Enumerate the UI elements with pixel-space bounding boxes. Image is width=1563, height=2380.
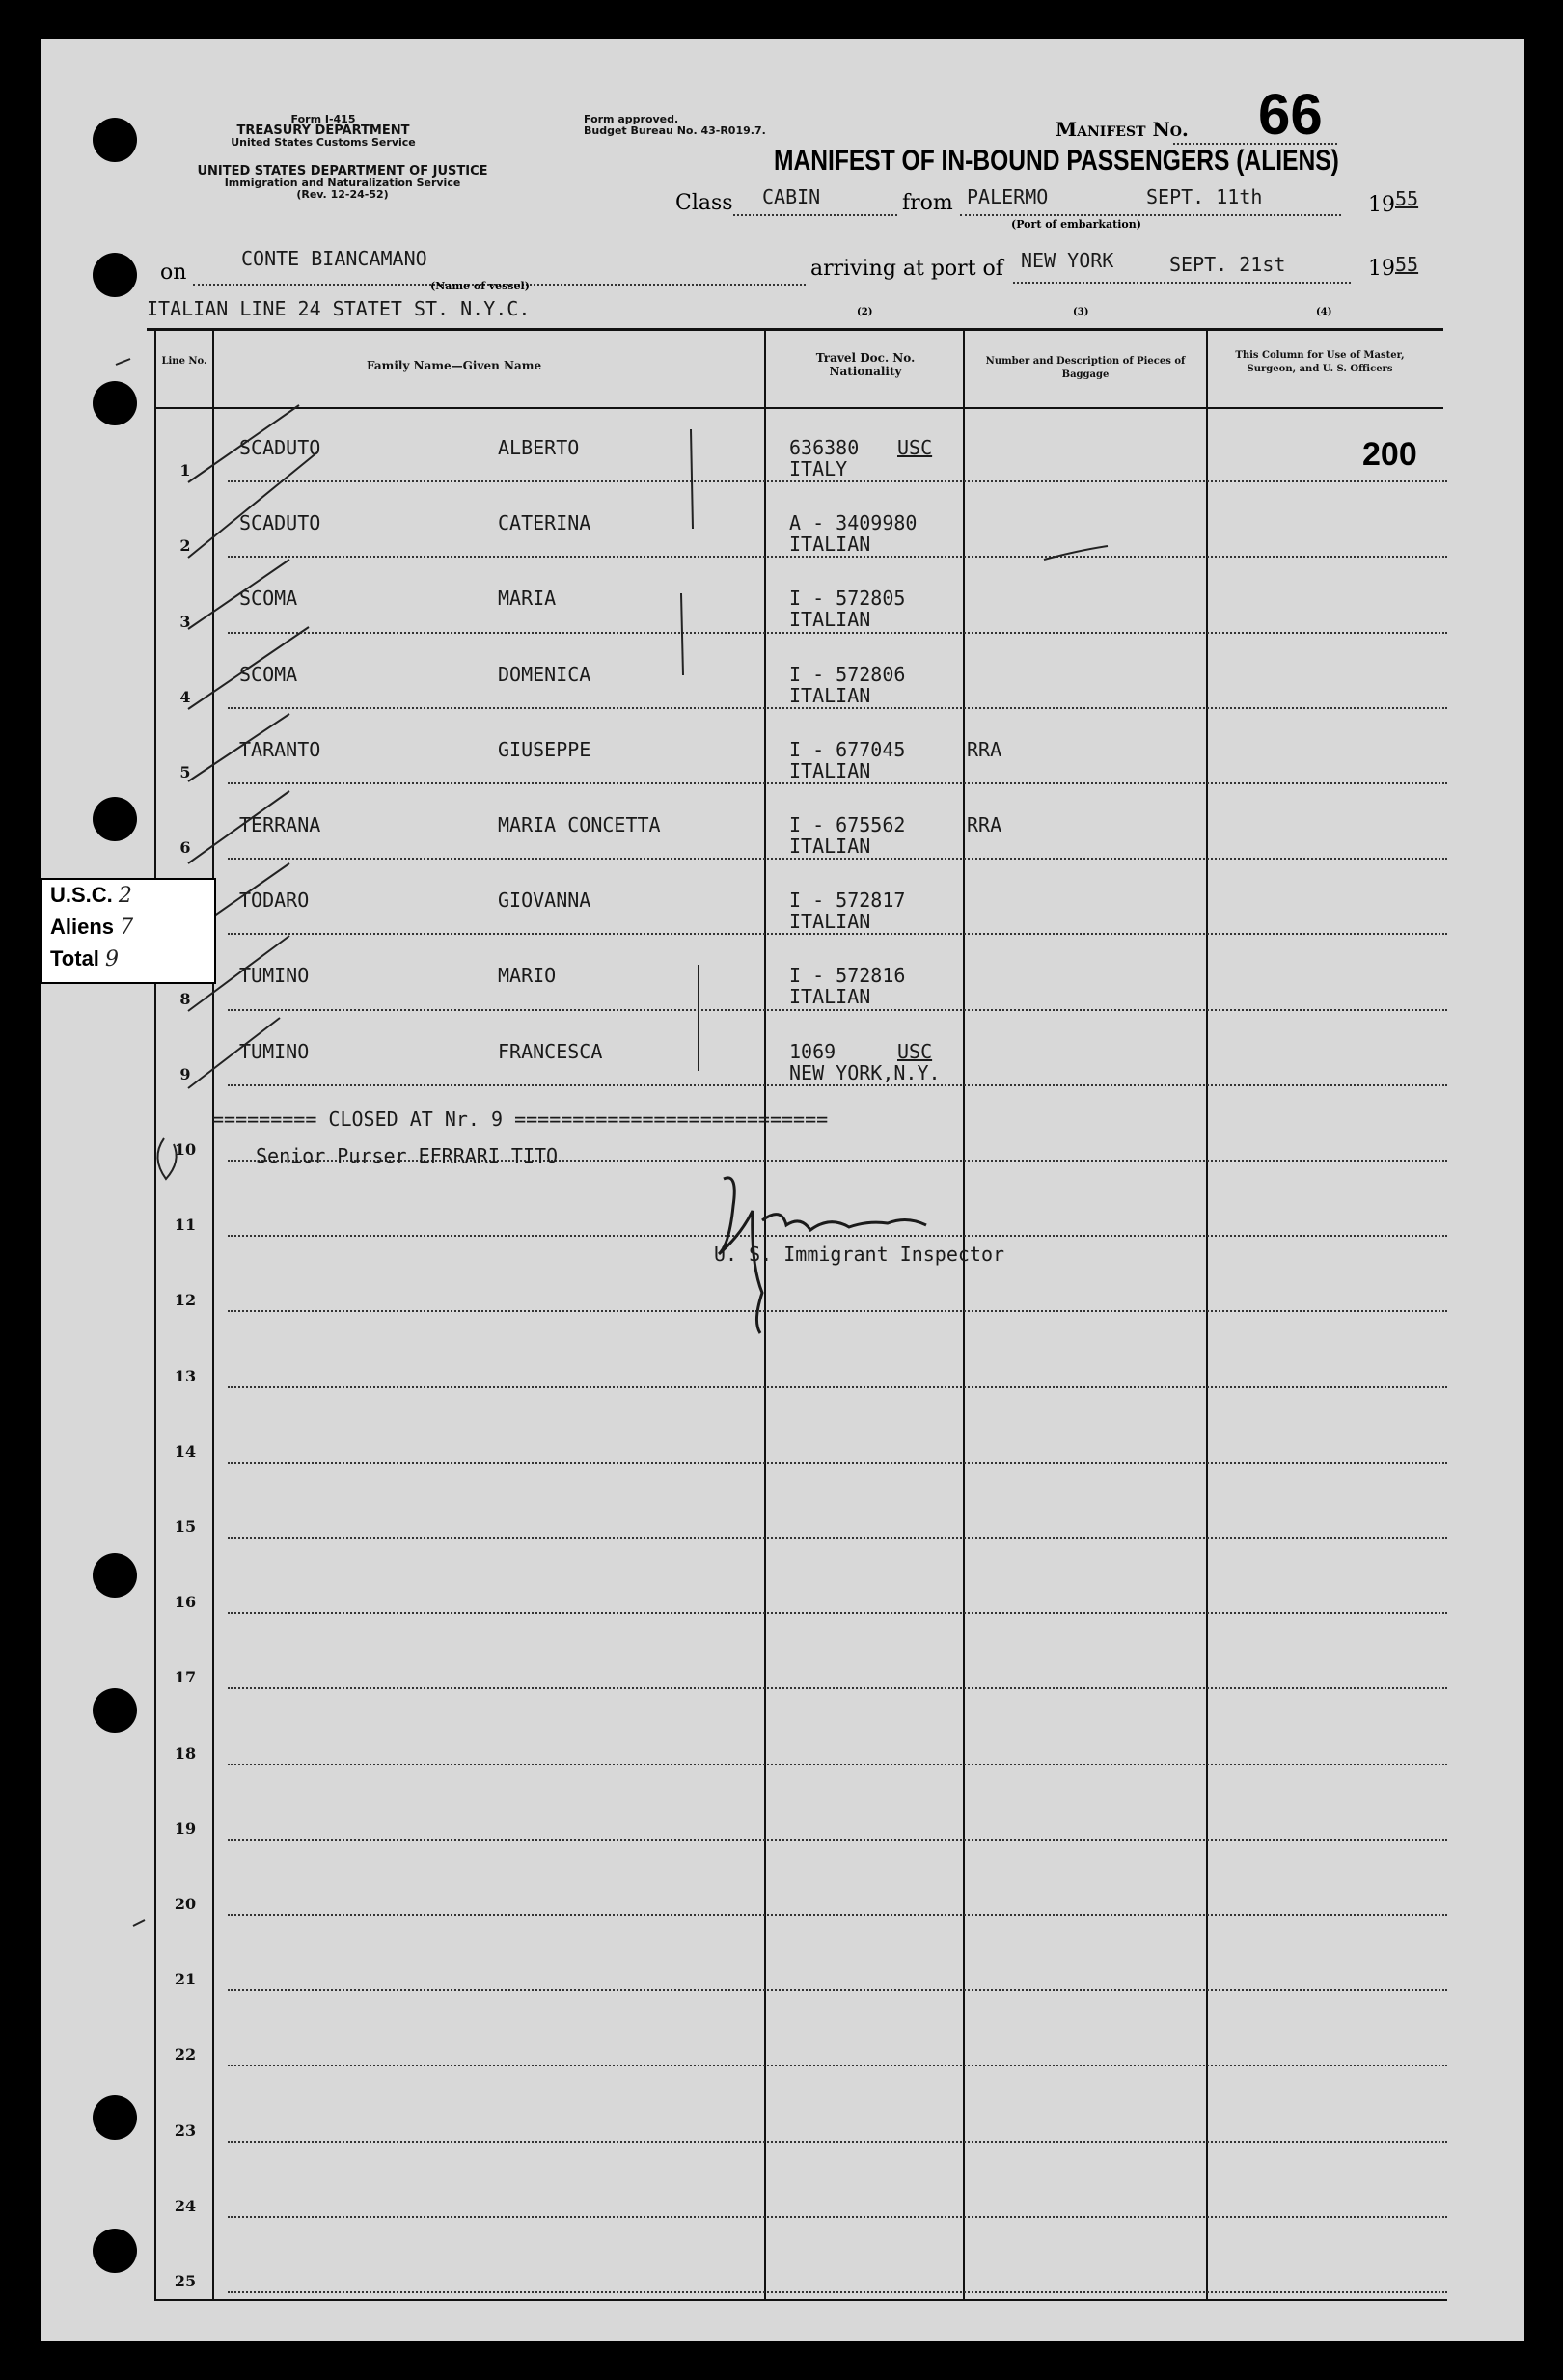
aliens-value: 7	[120, 916, 134, 940]
family-name: SCOMA	[239, 587, 298, 611]
line-number: 5	[179, 763, 191, 781]
family-name: SCOMA	[239, 662, 298, 686]
baggage-header: Number and Description of Pieces of Baggage	[985, 356, 1186, 380]
travel-doc-number: I - 572816	[789, 964, 906, 988]
line-number: 18	[174, 1743, 197, 1763]
line-number: 13	[174, 1366, 197, 1385]
nationality: NEW YORK,N.Y.	[789, 1060, 941, 1084]
nationality: ITALIAN	[789, 910, 871, 934]
family-name: TUMINO	[239, 1039, 310, 1063]
line-number: 4	[179, 687, 191, 706]
given-name: MARIA	[498, 587, 557, 611]
travel-doc-number: 636380	[789, 436, 860, 459]
nationality: ITALIAN	[789, 985, 871, 1009]
column-number: (4)	[1316, 307, 1332, 317]
form-revision: (Rev. 12-24-52)	[296, 188, 389, 201]
form-number: Form I-415	[290, 113, 356, 125]
family-name: TUMINO	[239, 964, 310, 988]
closed-line: ========= CLOSED AT Nr. 9 ===========================	[212, 1108, 829, 1131]
family-name: SCADUTO	[239, 436, 321, 459]
given-name: GIOVANNA	[498, 889, 591, 913]
justice-department: UNITED STATES DEPARTMENT OF JUSTICE	[197, 164, 488, 178]
class-value: CABIN	[762, 185, 821, 208]
given-name: MARIO	[498, 964, 557, 988]
line-number: 11	[174, 1216, 197, 1235]
line-number: 25	[174, 2272, 197, 2290]
year-arrival: 55	[1395, 253, 1419, 276]
arrival-port: NEW YORK	[1021, 249, 1114, 272]
nationality: ITALIAN	[789, 608, 871, 632]
budget-bureau: Budget Bureau No. 43-R019.7.	[584, 124, 766, 137]
travel-doc-number: 1069	[789, 1039, 836, 1063]
manifest-title: MANIFEST OF IN-BOUND PASSENGERS (ALIENS)	[774, 145, 1339, 177]
vessel-name: CONTE BIANCAMANO	[241, 247, 427, 270]
column-number: (2)	[857, 307, 873, 317]
year-prefix: 19	[1368, 193, 1395, 217]
travel-doc-number: I - 572817	[789, 889, 906, 913]
from-label: from	[902, 191, 953, 215]
manifest-no-label: Manifest No.	[1056, 118, 1189, 141]
family-name: TARANTO	[239, 737, 321, 761]
baggage: RRA	[967, 737, 1002, 761]
senior-purser: Senior Purser EFRRARI TITO	[256, 1144, 559, 1167]
line-number: 1	[179, 461, 191, 480]
officers-header: This Column for Use of Master, Surgeon, and U. S. Officers	[1235, 350, 1405, 374]
line-number: 23	[174, 2120, 197, 2140]
line-address: ITALIAN LINE 24 STATET ST. N.Y.C.	[147, 297, 531, 320]
total-value: 9	[105, 947, 120, 971]
department-name: TREASURY DEPARTMENT	[236, 123, 410, 138]
travel-doc-number: A - 3409980	[789, 511, 918, 535]
nationality: ITALIAN	[789, 533, 871, 557]
given-name: DOMENICA	[498, 662, 591, 686]
aliens-label: Aliens	[50, 915, 115, 939]
form-approved: Form approved.	[584, 113, 679, 125]
family-name: TODARO	[239, 889, 310, 913]
line-number: 19	[174, 1819, 197, 1838]
line-number: 6	[179, 838, 191, 858]
citizenship-code: USC	[897, 436, 933, 459]
total-label: Total	[50, 946, 99, 971]
vessel-caption: (Name of vessel)	[430, 280, 530, 292]
line-number: 20	[174, 1895, 197, 1913]
line-number: 24	[174, 2196, 197, 2215]
nationality: ITALIAN	[789, 683, 871, 707]
line-number: 21	[174, 1970, 197, 1989]
given-name: MARIA CONCETTA	[498, 813, 661, 836]
line-number: 16	[174, 1593, 197, 1612]
year-prefix-arrival: 19	[1368, 257, 1395, 281]
officer-number: 200	[1362, 436, 1417, 473]
name-header: Family Name—Given Name	[367, 359, 542, 372]
usc-value: 2	[118, 884, 132, 908]
line-number: 12	[174, 1291, 197, 1310]
inspector-label: U. S. Immigrant Inspector	[714, 1243, 1005, 1266]
line-number: 14	[174, 1441, 197, 1461]
given-name: GIUSEPPE	[498, 737, 591, 761]
line-number: 22	[174, 2045, 197, 2065]
column-number: (3)	[1073, 307, 1089, 317]
citizenship-code: USC	[897, 1039, 933, 1063]
manifest-number: 66	[1258, 82, 1323, 147]
port-embarkation-caption: (Port of embarkation)	[1011, 218, 1141, 231]
customs-service: United States Customs Service	[231, 136, 416, 149]
immigration-service: Immigration and Naturalization Service	[224, 177, 461, 189]
nationality: ITALY	[789, 457, 848, 480]
travel-doc-number: I - 675562	[789, 813, 906, 836]
line-number: 17	[174, 1668, 197, 1687]
arrival-date: SEPT. 21st	[1169, 253, 1286, 276]
family-name: TERRANA	[239, 813, 321, 836]
given-name: CATERINA	[498, 511, 591, 535]
nationality: ITALIAN	[789, 834, 871, 858]
nationality: ITALIAN	[789, 758, 871, 782]
given-name: FRANCESCA	[498, 1039, 603, 1063]
line-number: 10	[174, 1140, 197, 1159]
arriving-label: arriving at port of	[810, 257, 1003, 281]
family-name: SCADUTO	[239, 511, 321, 535]
line-number: 3	[179, 612, 191, 631]
from-port: PALERMO	[967, 185, 1049, 208]
travel-doc-number: I - 572806	[789, 662, 906, 686]
line-number: 15	[174, 1518, 197, 1536]
usc-label: U.S.C.	[50, 883, 113, 907]
year-from: 55	[1395, 187, 1419, 210]
line-number: 8	[179, 989, 191, 1008]
travel-doc-header: Travel Doc. No. Nationality	[815, 351, 916, 378]
from-date: SEPT. 11th	[1146, 185, 1263, 208]
travel-doc-number: I - 677045	[789, 737, 906, 761]
travel-doc-number: I - 572805	[789, 587, 906, 611]
class-label: Class	[675, 191, 733, 215]
line-number: 2	[179, 536, 191, 556]
line-number: 9	[179, 1064, 191, 1083]
line-no-header: Line No.	[161, 356, 207, 367]
totals-stamp	[41, 878, 216, 984]
on-label: on	[160, 260, 187, 285]
given-name: ALBERTO	[498, 436, 580, 459]
baggage: RRA	[967, 813, 1002, 836]
